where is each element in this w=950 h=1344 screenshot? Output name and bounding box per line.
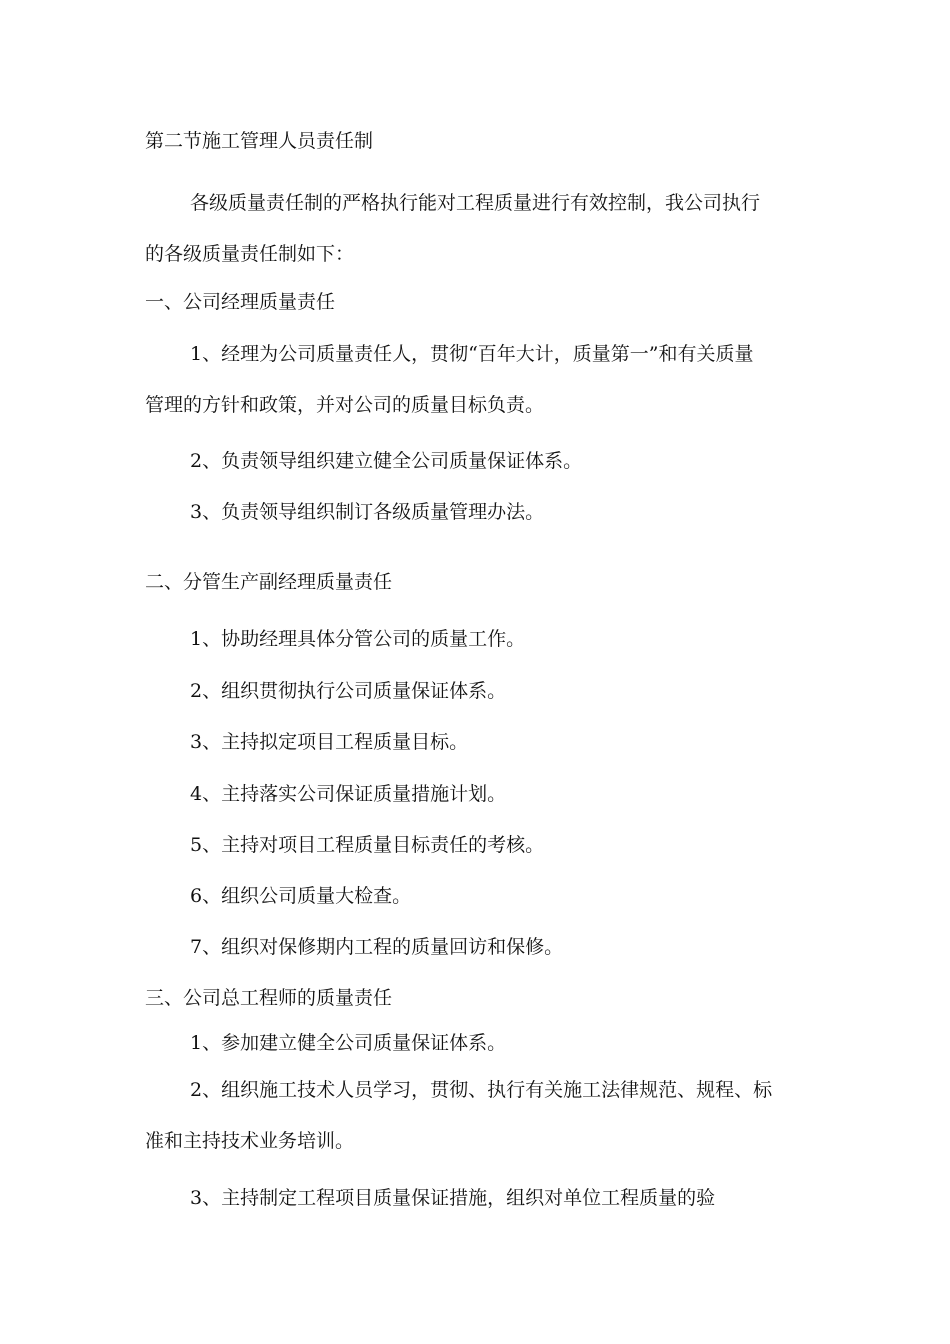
list-item: 2、组织贯彻执行公司质量保证体系。 bbox=[190, 680, 507, 702]
list-item: 3、主持制定工程项目质量保证措施，组织对单位工程质量的验 bbox=[190, 1187, 716, 1209]
list-item: 1、经理为公司质量责任人，贯彻“百年大计，质量第一”和有关质量 bbox=[190, 343, 754, 365]
intro-line-2: 的各级质量责任制如下： bbox=[145, 243, 355, 265]
section-heading-2: 二、分管生产副经理质量责任 bbox=[145, 571, 393, 593]
list-item: 2、组织施工技术人员学习，贯彻、执行有关施工法律规范、规程、标 bbox=[190, 1079, 773, 1101]
list-item: 1、协助经理具体分管公司的质量工作。 bbox=[190, 628, 526, 650]
list-item-continuation: 管理的方针和政策，并对公司的质量目标负责。 bbox=[145, 394, 545, 416]
section-heading-3: 三、公司总工程师的质量责任 bbox=[145, 987, 393, 1009]
list-item: 7、组织对保修期内工程的质量回访和保修。 bbox=[190, 936, 564, 958]
list-item: 2、负责领导组织建立健全公司质量保证体系。 bbox=[190, 450, 583, 472]
list-item: 5、主持对项目工程质量目标责任的考核。 bbox=[190, 834, 545, 856]
list-item: 4、主持落实公司保证质量措施计划。 bbox=[190, 783, 507, 805]
list-item: 3、主持拟定项目工程质量目标。 bbox=[190, 731, 469, 753]
list-item-continuation: 准和主持技术业务培训。 bbox=[145, 1130, 355, 1152]
list-item: 6、组织公司质量大检查。 bbox=[190, 885, 412, 907]
section-title: 第二节施工管理人员责任制 bbox=[145, 130, 374, 152]
intro-line-1: 各级质量责任制的严格执行能对工程质量进行有效控制，我公司执行 bbox=[190, 192, 761, 214]
list-item: 1、参加建立健全公司质量保证体系。 bbox=[190, 1032, 507, 1054]
section-heading-1: 一、公司经理质量责任 bbox=[145, 291, 336, 313]
list-item: 3、负责领导组织制订各级质量管理办法。 bbox=[190, 501, 545, 523]
